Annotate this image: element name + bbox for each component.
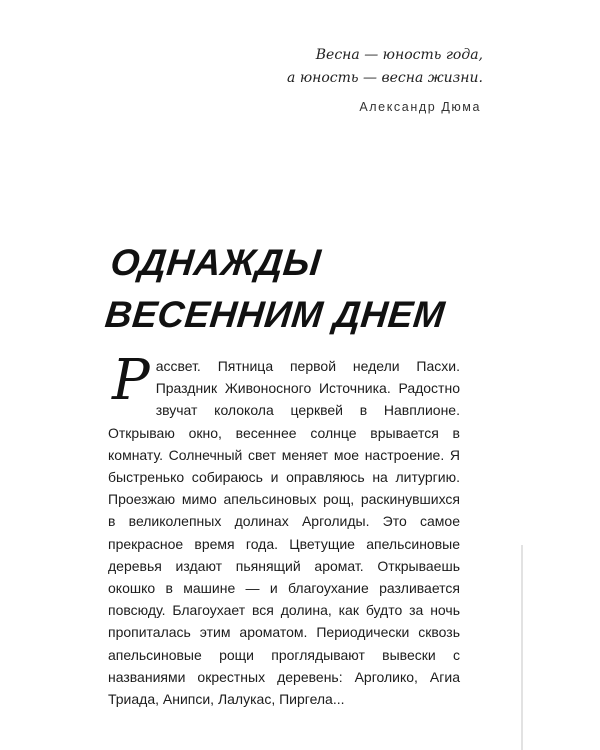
epigraph-line-1: Весна — юность года,	[315, 47, 483, 63]
epigraph-line-2: а юность — весна жизни.	[287, 70, 483, 86]
chapter-title-line-2: ВЕСЕННИМ ДНЕМ	[103, 294, 447, 335]
drop-cap: Р	[112, 348, 150, 413]
epigraph	[223, 44, 483, 114]
chapter-title	[103, 237, 534, 341]
body-text	[108, 348, 460, 710]
scan-edge-shadow	[521, 545, 523, 750]
epigraph-author: Александр Дюма	[359, 100, 481, 114]
body-paragraph: ассвет. Пятница первой недели Пасхи. Праздник Живоносного Источника. Радостно звучат колокола церквей в Навплионе. Открываю окно, весеннее солнце врывается в комнату. Солнечный свет меняет мое настроение. Я быстренько собираюсь и оправляюсь на литургию. Проезжаю мимо апельсиновых рощ, раскинувшихся в великолепных долинах Арголиды. Это самое прекрасное время года. Цветущие апельсиновые деревья издают пьянящий аромат. Открываешь окошко в машине — и благоухание разливается повсюду. Благоухает вся долина, как будто за ночь пропиталась этим ароматом. Периодически сквозь апельсиновые рощи проглядывают вывески с названиями окрестных деревень: Арголико, Агиа Триада, Анипси, Лалукас, Пиргела...	[108, 358, 460, 708]
chapter-title-line-1: ОДНАЖДЫ	[108, 242, 323, 283]
